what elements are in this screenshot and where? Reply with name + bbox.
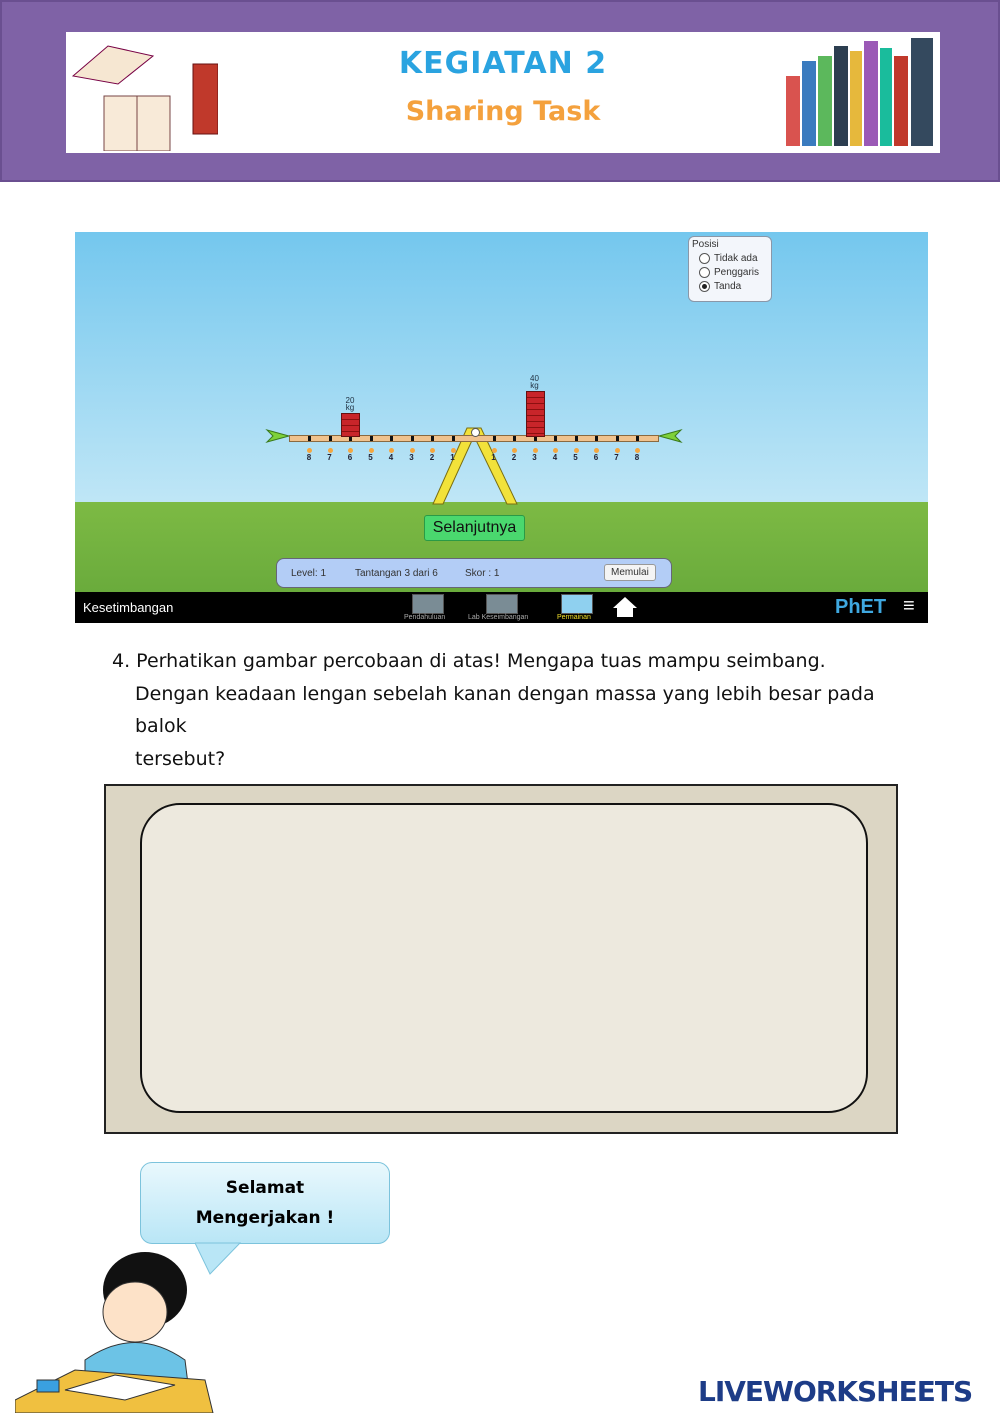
- screen-label-active[interactable]: Permainan: [557, 614, 591, 621]
- position-label: 7: [614, 453, 619, 462]
- position-label: 5: [573, 453, 578, 462]
- screen-label[interactable]: Lab Keseimbangan: [468, 614, 529, 621]
- position-label: 1: [491, 453, 496, 462]
- title-card: [66, 32, 940, 153]
- beam-tick: [452, 436, 455, 441]
- position-panel-title: Posisi: [692, 239, 719, 250]
- screen-game-icon[interactable]: [561, 594, 593, 614]
- girl-writing-illustration: [15, 1250, 215, 1413]
- radio-circle[interactable]: [699, 267, 710, 278]
- radio-tanda[interactable]: [699, 279, 771, 293]
- mass-block[interactable]: [526, 391, 545, 437]
- radio-label: Tidak ada: [714, 252, 758, 264]
- screen-intro-icon[interactable]: [412, 594, 444, 614]
- mass-unit: kg: [530, 381, 539, 390]
- position-label: 8: [634, 453, 640, 462]
- position-label: 4: [388, 453, 394, 462]
- question-line: Dengan keadaan lengan sebelah kanan dengan massa yang lebih besar pada balok: [135, 682, 875, 737]
- menu-icon[interactable]: ≡: [903, 595, 915, 617]
- sim-title: Kesetimbangan: [83, 600, 174, 615]
- mass-block[interactable]: [341, 413, 360, 437]
- position-label: 4: [552, 453, 558, 462]
- phet-balance-simulation: [75, 232, 928, 623]
- liveworksheets-logo: LIVEWORKSHEETS: [698, 1375, 973, 1408]
- mass-value: 40: [530, 374, 539, 383]
- mass-label: [525, 375, 545, 389]
- position-label: 6: [347, 453, 353, 462]
- beam-tick: [636, 436, 639, 441]
- position-label: 8: [306, 453, 312, 462]
- challenge-text: Tantangan 3 dari 6: [355, 568, 438, 579]
- beam-tick: [370, 436, 373, 441]
- beam-tick: [616, 436, 619, 441]
- position-label: 6: [593, 453, 599, 462]
- position-label: 5: [368, 453, 373, 462]
- beam-tick: [575, 436, 578, 441]
- position-label: 2: [511, 453, 517, 462]
- speech-bubble: [140, 1162, 390, 1244]
- radio-circle-selected[interactable]: [699, 281, 710, 292]
- radio-penggaris[interactable]: [699, 265, 771, 279]
- level-text: Level: 1: [291, 568, 327, 579]
- beam-tick: [431, 436, 434, 441]
- radio-label: Penggaris: [714, 266, 760, 278]
- sim-navbar: [75, 592, 928, 623]
- radio-label: Tanda: [714, 280, 742, 292]
- beam-tick: [329, 436, 332, 441]
- mass-value: 20: [345, 396, 355, 405]
- question-text: [112, 645, 912, 775]
- beam-tick: [595, 436, 598, 441]
- position-label: 3: [409, 453, 414, 462]
- position-label: 2: [429, 453, 435, 462]
- bubble-line: Mengerjakan !: [195, 1208, 335, 1228]
- game-status-bar: [276, 558, 672, 588]
- position-label: 7: [327, 453, 332, 462]
- mass-label: [340, 397, 360, 411]
- radio-circle[interactable]: [699, 253, 710, 264]
- left-level-arrow-icon: [267, 430, 289, 442]
- activity-subtitle: Sharing Task: [405, 96, 601, 127]
- header-banner: [0, 0, 1000, 182]
- bubble-line: Selamat: [225, 1178, 305, 1198]
- answer-textbox[interactable]: [140, 803, 868, 1113]
- beam-tick: [493, 436, 496, 441]
- next-button[interactable]: Selanjutnya: [424, 515, 525, 541]
- screen-label[interactable]: Pendahuluan: [404, 614, 446, 621]
- question-line: tersebut?: [135, 747, 226, 770]
- beam-tick: [411, 436, 414, 441]
- screen-lab-icon[interactable]: [486, 594, 518, 614]
- radio-tidak-ada[interactable]: [699, 251, 771, 265]
- home-icon[interactable]: [612, 596, 638, 618]
- beam-tick: [390, 436, 393, 441]
- pivot-icon: [471, 428, 480, 437]
- score-text: Skor : 1: [465, 568, 500, 579]
- answer-frame: [104, 784, 898, 1134]
- books-shelf-illustration: [766, 36, 938, 151]
- beam-tick: [513, 436, 516, 441]
- phet-logo: PhET: [835, 596, 887, 618]
- position-panel: [688, 236, 772, 302]
- mass-unit: kg: [345, 403, 355, 412]
- beam-tick: [308, 436, 311, 441]
- question-line: 4. Perhatikan gambar percobaan di atas! Mengapa tuas mampu seimbang.: [112, 650, 826, 672]
- position-label: 1: [450, 453, 455, 462]
- start-button[interactable]: Memulai: [604, 564, 656, 581]
- activity-title: KEGIATAN 2: [398, 46, 608, 81]
- right-level-arrow-icon: [659, 430, 681, 442]
- beam-tick: [554, 436, 557, 441]
- position-label: 3: [532, 453, 537, 462]
